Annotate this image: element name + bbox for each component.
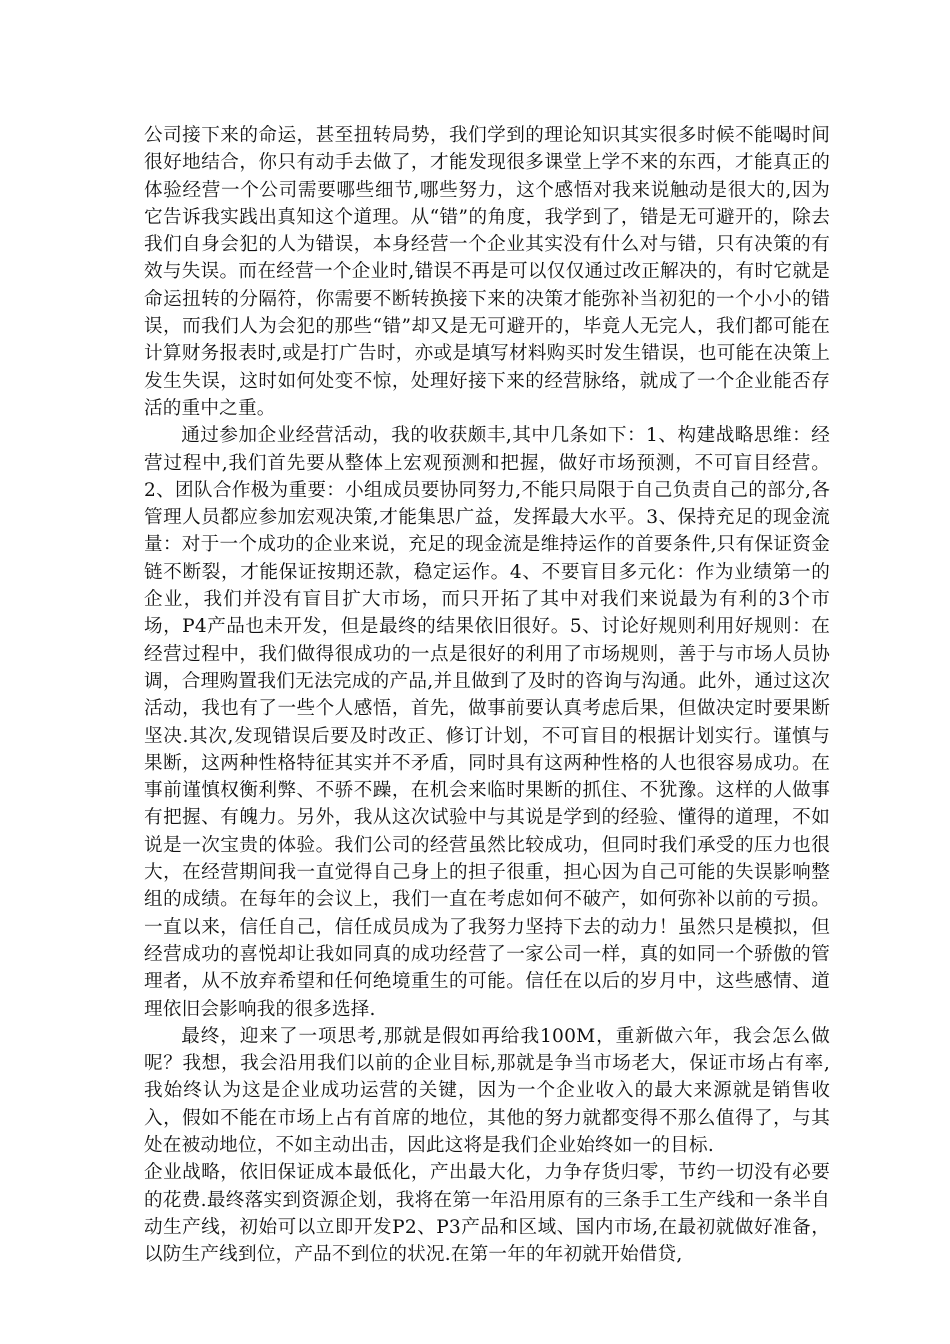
paragraph-1: 公司接下来的命运，甚至扭转局势，我们学到的理论知识其实很多时候不能喝时间很好地结合，你只有动手去做了，才能发现很多课堂上学不来的东西，才能真正的体验经营一个公司需要哪些细节,哪些努力，这个感悟对我来说触动是很大的,因为它告诉我实践出真知这个道理。从“错”的角度，我学到了，错是无可避开的，除去我们自身会犯的人为错误，本身经营一个企业其实没有什么对与错，只有决策的有效与失误。而在经营一个企业时,错误不再是可以仅仅通过改正解决的，有时它就是命运扭转的分隔符，你需要不断转换接下来的决策才能弥补当初犯的一个小小的错误，而我们人为会犯的那些“错”却又是无可避开的，毕竟人无完人，我们都可能在计算财务报表时,或是打广告时，亦或是填写材料购买时发生错误，也可能在决策上发生失误，这时如何处变不惊，处理好接下来的经营脉络，就成了一个企业能否存活的重中之重。 xyxy=(144,125,830,419)
paragraph-2: 通过参加企业经营活动，我的收获颇丰,其中几条如下：1、构建战略思维：经营过程中,我们首先要从整体上宏观预测和把握，做好市场预测，不可盲目经营。2、团队合作极为重要：小组成员要协同努力,不能只局限于自己负责自己的部分,各管理人员都应参加宏观决策,才能集思广益，发挥最大水平。3、保持充足的现金流量：对于一个成功的企业来说，充足的现金流是维持运作的首要条件,只有保证资金链不断裂，才能保证按期还款，稳定运作。4、不要盲目多元化：作为业绩第一的企业，我们并没有盲目扩大市场，而只开拓了其中对我们来说最为有利的3个市场，P4产品也未开发，但是最终的结果依旧很好。5、讨论好规则利用好规则：在经营过程中，我们做得很成功的一点是很好的利用了市场规则，善于与市场人员协调，合理购置我们无法完成的产品,并且做到了及时的咨询与沟通。此外，通过这次活动，我也有了一些个人感悟，首先，做事前要认真考虑后果，但做决定时要果断坚决.其次,发现错误后要及时改正、修订计划，不可盲目的根据计划实行。谨慎与果断，这两种性格特征其实并不矛盾，同时具有这两种性格的人也很容易成功。在事前谨慎权衡利弊、不骄不躁，在机会来临时果断的抓住、不犹豫。这样的人做事有把握、有魄力。另外，我从这次试验中与其说是学到的经验、懂得的道理，不如说是一次宝贵的体验。我们公司的经营虽然比较成功，但同时我们承受的压力也很大，在经营期间我一直觉得自己身上的担子很重，担心因为自己可能的失误影响整组的成绩。在每年的会议上，我们一直在考虑如何不破产，如何弥补以前的亏损。一直以来，信任自己，信任成员成为了我努力坚持下去的动力！虽然只是模拟，但经营成功的喜悦却让我如同真的成功经营了一家公司一样，真的如同一个骄傲的管理者，从不放弃希望和任何绝境重生的可能。信任在以后的岁月中，这些感情、道理依旧会影响我的很多选择. xyxy=(144,425,830,1020)
paragraph-3: 最终，迎来了一项思考,那就是假如再给我100M，重新做六年，我会怎么做呢？我想，我会沿用我们以前的企业目标,那就是争当市场老大，保证市场占有率,我始终认为这是企业成功运营的关键，因为一个企业收入的最大来源就是销售收入，假如不能在市场上占有首席的地位，其他的努力就都变得不那么值得了，与其处在被动地位，不如主动出击，因此这将是我们企业始终如一的目标. xyxy=(144,1025,830,1156)
document-body xyxy=(144,122,830,1268)
paragraph-4: 企业战略，依旧保证成本最低化，产出最大化，力争存货归零，节约一切没有必要的花费.最终落实到资源企划，我将在第一年沿用原有的三条手工生产线和一条半自动生产线，初始可以立即开发P2、P3产品和区域、国内市场,在最初就做好准备，以防生产线到位，产品不到位的状况.在第一年的年初就开始借贷, xyxy=(144,1162,830,1266)
